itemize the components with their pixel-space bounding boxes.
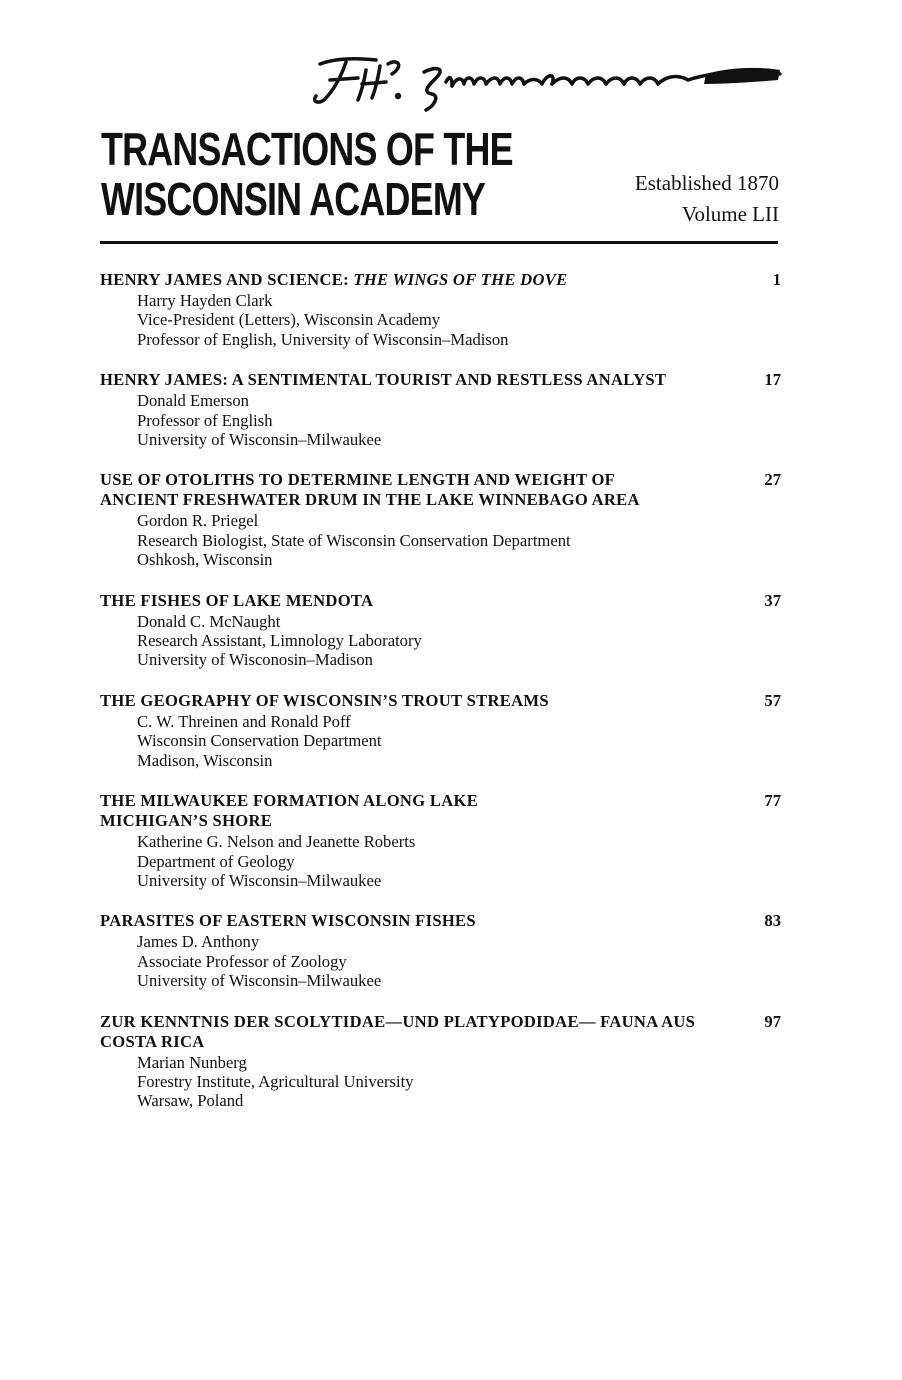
author-block bbox=[100, 391, 781, 449]
article-title: ZUR KENNTNIS DER SCOLYTIDAE—UND PLATYPODIDAE— FAUNA AUS COSTA RICA bbox=[100, 1011, 696, 1051]
author-block bbox=[100, 612, 781, 670]
author-block bbox=[100, 1053, 781, 1111]
article-title-italic: THE WINGS OF THE DOVE bbox=[353, 270, 568, 289]
author-name: Donald Emerson bbox=[137, 391, 249, 411]
toc-entry bbox=[100, 911, 781, 990]
author-block bbox=[100, 712, 781, 770]
journal-title-line-2: WISCONSIN ACADEMY bbox=[101, 173, 486, 225]
toc-entry bbox=[100, 470, 781, 569]
author-name: C. W. Threinen and Ronald Poff bbox=[137, 711, 351, 731]
author-affiliation: University of Wisconsin–Milwaukee bbox=[137, 870, 382, 890]
author-block bbox=[100, 511, 781, 569]
journal-title-line-1: TRANSACTIONS OF THE bbox=[101, 123, 513, 175]
author-affiliation: Associate Professor of Zoology bbox=[137, 951, 347, 971]
journal-title bbox=[101, 124, 513, 224]
page-number: 1 bbox=[772, 270, 781, 289]
author-affiliation: Research Assistant, Limnology Laboratory bbox=[137, 631, 422, 651]
article-title: PARASITES OF EASTERN WISCONSIN FISHES bbox=[100, 911, 476, 931]
article-title: THE GEOGRAPHY OF WISCONSIN’S TROUT STREAMS bbox=[100, 690, 549, 710]
page-number: 17 bbox=[764, 370, 781, 390]
author-name: James D. Anthony bbox=[137, 932, 260, 952]
author-name: Marian Nunberg bbox=[137, 1052, 247, 1072]
author-name: Harry Hayden Clark bbox=[137, 291, 273, 310]
author-block bbox=[100, 932, 781, 990]
page-number: 57 bbox=[764, 690, 781, 710]
article-title: THE FISHES OF LAKE MENDOTA bbox=[100, 590, 374, 610]
author-name: Gordon R. Priegel bbox=[137, 511, 259, 531]
toc-entry bbox=[100, 1012, 781, 1111]
article-title: USE OF OTOLITHS TO DETERMINE LENGTH AND WEIGHT OF ANCIENT FRESHWATER DRUM IN THE LAKE WINNEBAGO AREA bbox=[100, 470, 640, 510]
author-affiliation: Warsaw, Poland bbox=[137, 1091, 244, 1111]
author-block bbox=[100, 291, 781, 349]
author-name: Donald C. McNaught bbox=[137, 611, 281, 631]
page-number: 97 bbox=[764, 1011, 781, 1031]
page-number: 83 bbox=[764, 911, 781, 931]
author-affiliation: Research Biologist, State of Wisconsin Conservation Department bbox=[137, 530, 571, 550]
author-affiliation: Wisconsin Conservation Department bbox=[137, 731, 382, 751]
author-affiliation: Professor of English, University of Wisconsin–Madison bbox=[137, 329, 509, 349]
page-number: 37 bbox=[764, 590, 781, 610]
author-affiliation: Forestry Institute, Agricultural University bbox=[137, 1071, 414, 1091]
author-affiliation: University of Wisconosin–Madison bbox=[137, 650, 373, 670]
table-of-contents bbox=[100, 270, 781, 1132]
author-affiliation: Professor of English bbox=[137, 410, 273, 430]
volume-text: Volume LII bbox=[681, 202, 779, 226]
article-title: THE MILWAUKEE FORMATION ALONG LAKE MICHIGAN’S SHORE bbox=[100, 791, 479, 831]
article-title: HENRY JAMES AND SCIENCE: THE WINGS OF THE DOVE bbox=[100, 270, 568, 289]
page-number: 27 bbox=[764, 470, 781, 490]
author-block bbox=[100, 832, 781, 890]
toc-entry bbox=[100, 270, 781, 349]
toc-entry bbox=[100, 691, 781, 770]
author-name: Katherine G. Nelson and Jeanette Roberts bbox=[137, 832, 416, 852]
author-affiliation: University of Wisconsin–Milwaukee bbox=[137, 971, 382, 991]
toc-entry bbox=[100, 791, 781, 890]
handwritten-signature bbox=[306, 44, 784, 114]
masthead-divider bbox=[100, 241, 778, 244]
author-affiliation: Oshkosh, Wisconsin bbox=[137, 550, 273, 570]
toc-entry bbox=[100, 591, 781, 670]
author-affiliation: Department of Geology bbox=[137, 851, 295, 871]
toc-entry bbox=[100, 370, 781, 449]
established-text: Established 1870 bbox=[634, 171, 779, 195]
author-affiliation: Vice-President (Letters), Wisconsin Academy bbox=[137, 310, 441, 330]
page-number: 77 bbox=[764, 791, 781, 811]
author-affiliation: University of Wisconsin–Milwaukee bbox=[137, 430, 382, 450]
author-affiliation: Madison, Wisconsin bbox=[137, 750, 273, 770]
masthead-meta bbox=[635, 168, 779, 230]
article-title: HENRY JAMES: A SENTIMENTAL TOURIST AND RESTLESS ANALYST bbox=[100, 370, 667, 390]
